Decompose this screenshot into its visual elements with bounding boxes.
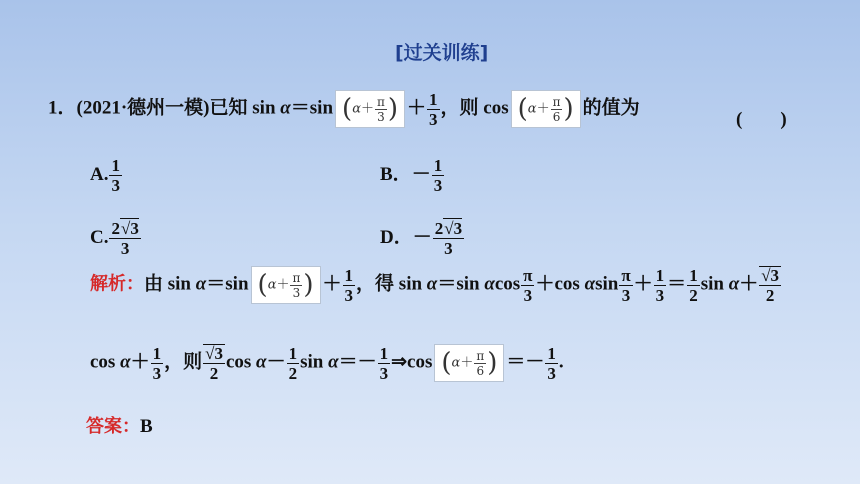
solution-line-1: 解析：由 sin α＝sin (α＋ $\frac{\pi}{3}$ ) ＋ $\frac{1}{3}$ ，得 sin α＝sin αcos $\frac{\pi}{3}$ ＋cos αsin $\frac{\pi}{3}$ ＋ $\frac{1}{3}$ ＝ $\frac{1}{2}$ sin α＋ $\frac{√3}{2}$ <box>90 265 780 305</box>
formula-image: (α＋ $\frac{\pi}{3}$ ) <box>335 90 405 128</box>
eq: ＝ <box>206 273 226 295</box>
formula-image: (α＋ $\frac{\pi}{6}$ ) <box>434 344 504 382</box>
denominator: 2 <box>288 363 298 383</box>
denominator: 2 <box>689 285 698 305</box>
solution-text: ＋cos <box>535 273 585 295</box>
question-line <box>48 90 640 128</box>
numerator: 1 <box>288 343 298 363</box>
denominator: 3 <box>292 285 301 300</box>
eq: ＝ <box>338 351 358 373</box>
numerator: 1 <box>689 265 698 285</box>
sqrt: √3 <box>444 219 463 238</box>
numerator: 1 <box>344 265 354 285</box>
denominator: 3 <box>429 109 438 129</box>
denominator: 6 <box>476 363 485 378</box>
paren: ) <box>563 94 574 124</box>
coef: 2 <box>434 219 444 238</box>
alpha: α <box>451 355 461 371</box>
denominator: 3 <box>377 109 385 124</box>
solution-text: 由 sin <box>144 273 196 295</box>
denominator: 2 <box>765 286 775 305</box>
numerator: 1 <box>111 156 120 175</box>
option-label: B． <box>380 163 412 185</box>
paren: ( <box>441 348 452 378</box>
option-d[interactable] <box>380 220 465 257</box>
minus: － <box>412 226 432 248</box>
pi: π <box>523 265 533 285</box>
answer-label: 答案： <box>86 416 140 437</box>
solution-text: ，则 <box>164 351 203 373</box>
formula-image: (α＋ $\frac{\pi}{3}$ ) <box>251 266 321 304</box>
minus: － <box>357 351 377 373</box>
solution-text: cos <box>90 351 121 373</box>
pi: π <box>621 265 631 285</box>
minus: － <box>525 351 545 373</box>
numerator: 1 <box>429 89 438 109</box>
question-number: 1． <box>48 97 77 119</box>
paren: ) <box>387 94 399 124</box>
solution-text: cos <box>225 351 257 373</box>
numerator: 1 <box>547 343 556 363</box>
solution-text: ＝sin <box>437 273 485 295</box>
solution-text: ⇒cos <box>391 351 433 373</box>
denominator: 2 <box>209 364 219 383</box>
question-text: 的值为 <box>582 97 640 119</box>
numerator: 1 <box>379 343 389 363</box>
plus: ＋ <box>633 273 653 295</box>
sqrt: √3 <box>120 219 139 238</box>
section-title: [过关训练] <box>395 42 489 64</box>
alpha: α <box>527 101 537 117</box>
paren: ) <box>303 270 314 300</box>
paren: ( <box>257 270 268 300</box>
denominator: 3 <box>523 285 533 305</box>
pi: π <box>376 94 385 109</box>
minus: － <box>411 163 431 185</box>
alpha: α <box>584 273 596 295</box>
solution-text: sin <box>595 273 619 295</box>
question-text: 已知 sin <box>209 97 281 119</box>
denominator: 3 <box>344 285 354 305</box>
pi: π <box>552 94 561 109</box>
pi: π <box>476 348 485 363</box>
plus: ＋ <box>130 351 150 373</box>
denominator: 3 <box>621 285 631 305</box>
eq: ＝ <box>506 351 526 373</box>
solution-text: sin <box>700 273 729 295</box>
numerator: 1 <box>152 343 162 363</box>
alpha: α <box>426 273 438 295</box>
numerator <box>433 220 464 239</box>
alpha: α <box>352 101 361 117</box>
pi: π <box>292 270 301 285</box>
answer-blank: ( ) <box>736 109 787 130</box>
denominator: 3 <box>655 285 665 305</box>
numerator: √3 <box>205 344 223 363</box>
denominator: 3 <box>444 239 453 258</box>
solution-text: ，得 sin <box>356 273 427 295</box>
alpha: α <box>195 273 207 295</box>
option-label: C. <box>90 226 109 248</box>
eq: ＝ <box>667 273 687 295</box>
answer-line <box>86 412 153 438</box>
formula-image: (α＋ $\frac{\pi}{6}$ ) <box>511 90 581 128</box>
denominator: 3 <box>433 176 443 195</box>
alpha: α <box>280 97 291 119</box>
solution-label: 解析： <box>90 273 144 295</box>
alpha: α <box>484 273 495 295</box>
denominator: 3 <box>379 363 389 383</box>
minus: － <box>266 351 286 373</box>
denominator: 3 <box>152 363 162 383</box>
denominator: 3 <box>111 176 120 195</box>
question-text: ＝sin <box>290 97 334 119</box>
denominator: 3 <box>547 363 556 383</box>
alpha: α <box>728 273 740 295</box>
question-text: ，则 cos <box>440 97 509 119</box>
option-b[interactable] <box>380 157 445 194</box>
solution-line-2 <box>90 344 564 382</box>
plus: ＋ <box>322 273 342 295</box>
numerator: √3 <box>761 266 780 285</box>
numerator <box>109 220 140 239</box>
alpha: α <box>120 351 131 373</box>
numerator: 1 <box>655 265 665 285</box>
question-source: (2021·德州一模) <box>76 97 210 119</box>
coef: 2 <box>111 219 120 238</box>
period: . <box>558 351 564 373</box>
denominator: 3 <box>120 239 130 258</box>
plus: ＋ <box>739 273 759 295</box>
paren: ) <box>487 348 498 378</box>
solution-text: cos <box>494 273 521 295</box>
solution-text: sin <box>300 351 329 373</box>
alpha: α <box>328 351 339 373</box>
paren: ( <box>342 94 353 124</box>
option-c[interactable] <box>90 220 142 257</box>
paren: ( <box>517 94 528 124</box>
alpha: α <box>267 277 277 293</box>
numerator: 1 <box>433 156 443 175</box>
answer-value: B <box>140 416 153 437</box>
fraction <box>427 91 440 128</box>
option-label: D． <box>380 226 413 248</box>
option-a[interactable] <box>90 157 123 194</box>
plus: ＋ <box>407 97 427 119</box>
alpha: α <box>256 351 267 373</box>
option-label: A. <box>90 163 109 185</box>
denominator: 6 <box>552 109 561 124</box>
